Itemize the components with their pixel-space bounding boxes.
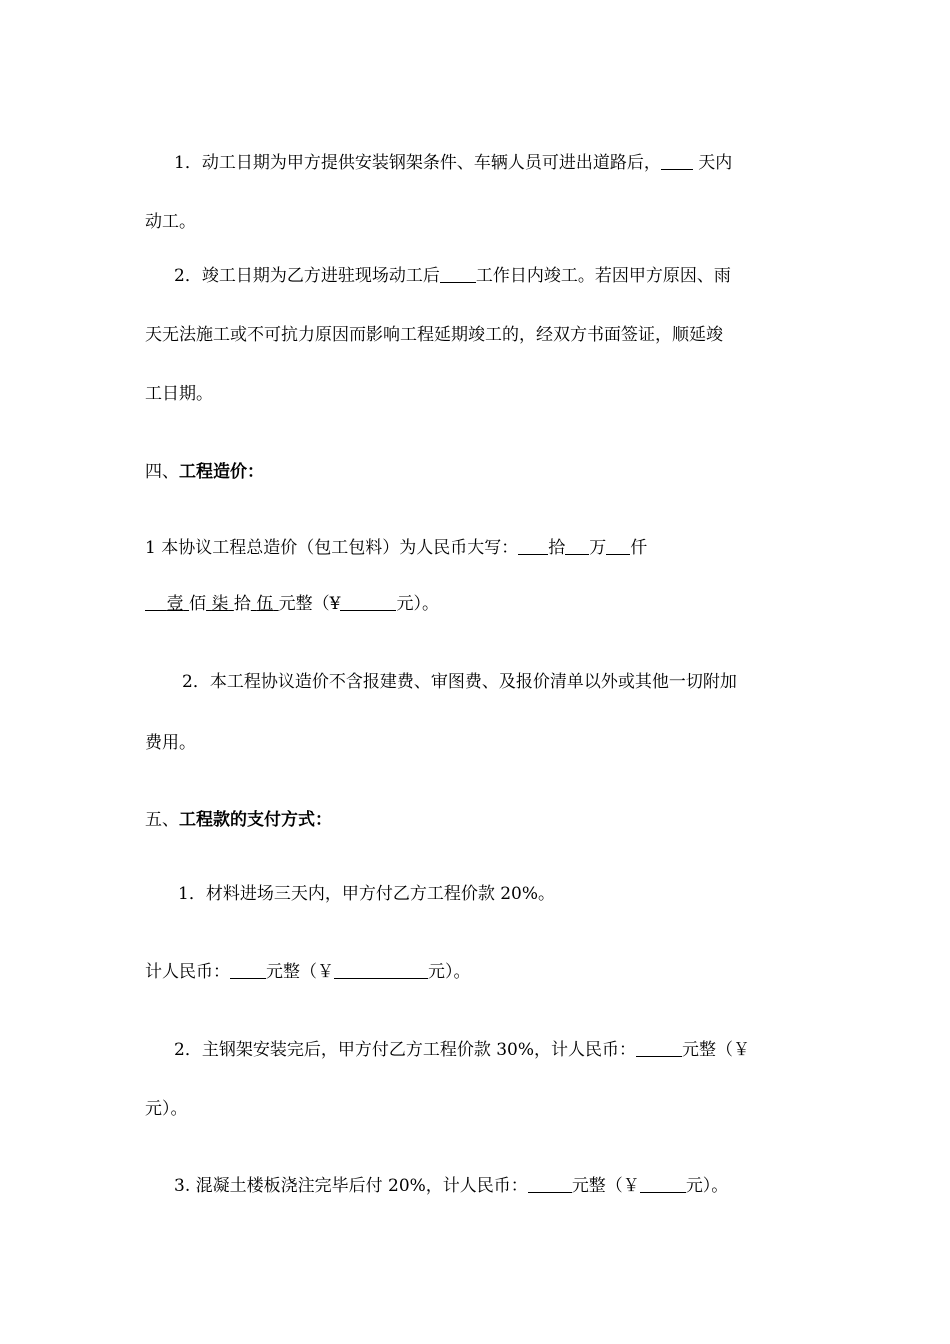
payment-3-yen-blank[interactable]: [640, 1176, 686, 1193]
start-date-clause-cont: 动工。: [145, 212, 196, 232]
shi-wan-blank[interactable]: [518, 538, 548, 555]
price-exclusion-clause: 2．本工程协议造价不含报建费、审图费、及报价清单以外或其他一切附加: [182, 672, 737, 692]
total-yen-blank[interactable]: [340, 594, 396, 611]
completion-days-blank[interactable]: [440, 266, 476, 283]
start-date-clause: 1．动工日期为甲方提供安装钢架条件、车辆人员可进出道路后， 天内: [174, 153, 733, 173]
amount-hundreds: 壹: [166, 594, 184, 614]
payment-3-rmb-blank[interactable]: [528, 1176, 572, 1193]
total-price-clause-cont: 壹 佰 柒 拾 伍 元整（¥ 元）。: [145, 594, 439, 614]
total-price-clause: 1 本协议工程总造价（包工包料）为人民币大写： 拾 万 仟: [145, 538, 648, 558]
qian-blank[interactable]: [606, 538, 630, 555]
payment-1-yen-blank[interactable]: [334, 962, 428, 979]
amount-tens: 柒: [211, 594, 229, 614]
payment-1-amount: 计人民币： 元整（￥ 元）。: [145, 962, 471, 982]
section-4-heading: 四、工程造价：: [145, 462, 264, 482]
section-5-heading: 五、工程款的支付方式：: [145, 810, 332, 830]
completion-date-clause-cont2: 工日期。: [145, 384, 213, 404]
payment-2-clause: 2．主钢架安装完后，甲方付乙方工程价款 30%，计人民币： 元整（￥: [174, 1040, 751, 1060]
payment-3-clause: 3. 混凝土楼板浇注完毕后付 20%，计人民币： 元整（￥ 元）。: [174, 1176, 729, 1196]
price-exclusion-clause-cont: 费用。: [145, 733, 196, 753]
payment-1-rmb-blank[interactable]: [230, 962, 266, 979]
payment-1-clause: 1．材料进场三天内，甲方付乙方工程价款 20%。: [178, 884, 556, 904]
payment-2-rmb-blank[interactable]: [636, 1040, 682, 1057]
amount-ones: 伍: [256, 594, 274, 614]
wan-blank[interactable]: [565, 538, 589, 555]
start-days-blank[interactable]: [661, 153, 693, 170]
completion-date-clause: 2．竣工日期为乙方进驻现场动工后 工作日内竣工。若因甲方原因、雨: [174, 266, 731, 286]
completion-date-clause-cont1: 天无法施工或不可抗力原因而影响工程延期竣工的，经双方书面签证，顺延竣: [145, 325, 723, 345]
payment-2-clause-cont: 元）。: [145, 1099, 188, 1119]
